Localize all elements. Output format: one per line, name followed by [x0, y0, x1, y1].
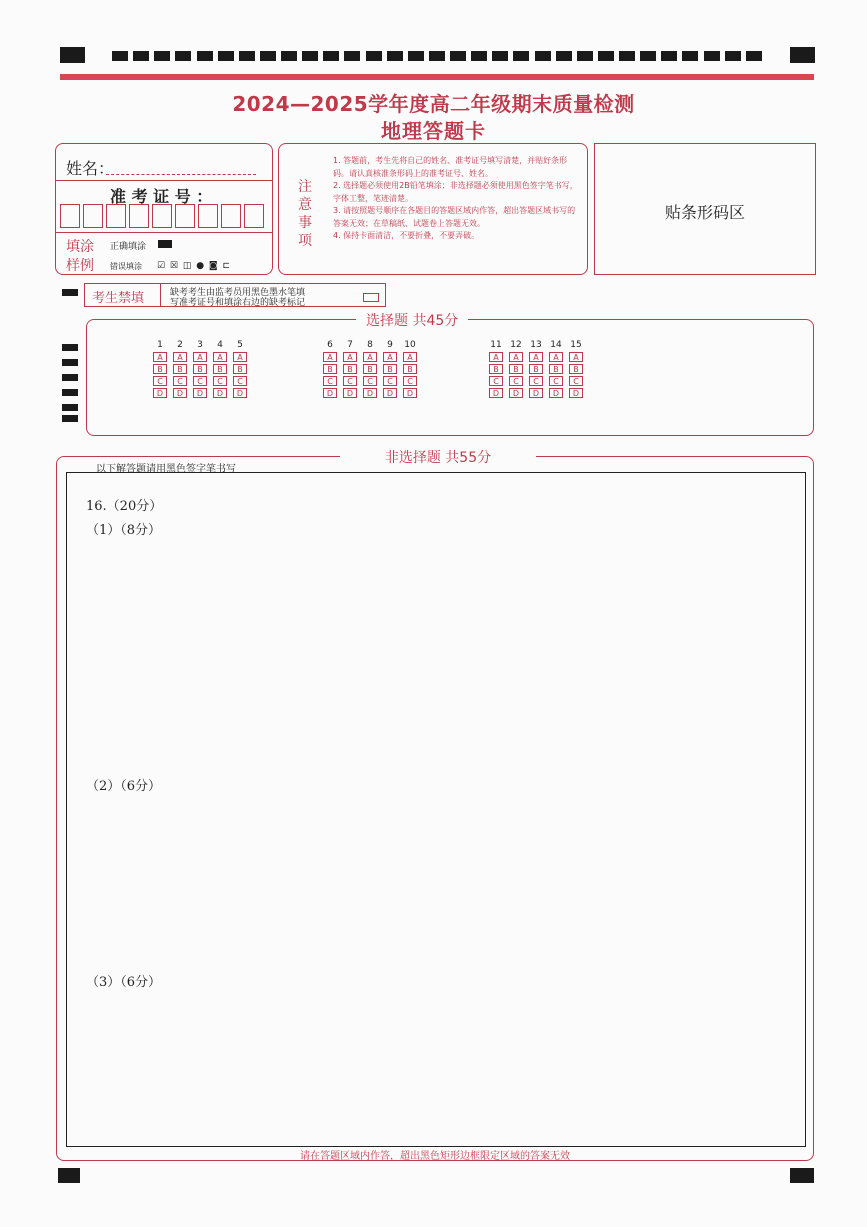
option-bubble[interactable]: A — [509, 352, 523, 362]
timing-dash — [366, 51, 382, 61]
corner-mark-top-right — [790, 47, 815, 63]
option-bubble[interactable]: D — [509, 388, 523, 398]
option-bubble[interactable]: B — [403, 364, 417, 374]
notice-heading-char: 注 — [298, 179, 312, 195]
option-bubble[interactable]: A — [343, 352, 357, 362]
notice-item: 2. 选择题必须使用2B铅笔填涂；非选择题必须使用黑色签字笔书写，字体工整，笔迹清楚。 — [333, 181, 578, 203]
option-bubble[interactable]: D — [489, 388, 503, 398]
question-number: 6 — [327, 340, 333, 350]
option-bubble[interactable]: C — [213, 376, 227, 386]
absent-instruction-2: 写准考证号和填涂右边的缺考标记 — [170, 298, 306, 308]
option-row — [150, 376, 250, 386]
timing-dash — [218, 51, 234, 61]
side-mark — [62, 344, 78, 351]
option-bubble[interactable]: D — [323, 388, 337, 398]
option-bubble[interactable]: C — [529, 376, 543, 386]
option-bubble[interactable]: D — [529, 388, 543, 398]
correct-fill-label: 正确填涂 — [110, 242, 147, 252]
notice-item: 1. 答题前，考生先将自己的姓名、准考证号填写清楚，并贴好条形码。请认真核准条形码上的准考证号、姓名。 — [333, 156, 568, 178]
notice-item: 3. 请按照题号顺序在各题目的答题区域内作答，超出答题区域书写的答案无效；在草稿纸、试题卷上答题无效。 — [333, 206, 576, 228]
option-bubble[interactable]: A — [153, 352, 167, 362]
option-bubble[interactable]: C — [343, 376, 357, 386]
option-bubble[interactable]: C — [569, 376, 583, 386]
option-bubble[interactable]: A — [323, 352, 337, 362]
option-bubble[interactable]: A — [489, 352, 503, 362]
side-mark — [62, 374, 78, 381]
absent-divider — [160, 283, 161, 307]
side-mark — [62, 404, 78, 411]
timing-dash — [408, 51, 424, 61]
option-row — [150, 352, 250, 362]
choice-group-2[interactable] — [320, 340, 420, 398]
id-digit-cell[interactable] — [83, 204, 103, 228]
id-digit-cell[interactable] — [244, 204, 264, 228]
side-mark — [62, 389, 78, 396]
option-row — [486, 388, 586, 398]
id-digit-cell[interactable] — [152, 204, 172, 228]
option-bubble[interactable]: A — [193, 352, 207, 362]
option-bubble[interactable]: B — [489, 364, 503, 374]
option-bubble[interactable]: B — [193, 364, 207, 374]
option-row — [486, 352, 586, 362]
choice-heading: 选择题 共45分 — [356, 310, 468, 330]
choice-group-1[interactable] — [150, 340, 250, 398]
notice-heading — [298, 178, 314, 250]
side-mark — [62, 359, 78, 366]
option-bubble[interactable]: C — [323, 376, 337, 386]
question-number: 9 — [387, 340, 393, 350]
absent-instruction-1: 缺考考生由监考员用黑色墨水笔填 — [170, 288, 306, 298]
id-digit-cell[interactable] — [60, 204, 80, 228]
timing-dash — [746, 51, 762, 61]
option-bubble[interactable]: A — [549, 352, 563, 362]
wrong-fill-samples-icon: ☑ ☒ ◫ ● ◙ ⊏ — [157, 261, 232, 271]
timing-dash — [640, 51, 656, 61]
option-bubble[interactable]: C — [233, 376, 247, 386]
timing-dash — [725, 51, 741, 61]
option-bubble[interactable]: A — [403, 352, 417, 362]
option-bubble[interactable]: A — [173, 352, 187, 362]
option-bubble[interactable]: C — [363, 376, 377, 386]
option-bubble[interactable]: C — [509, 376, 523, 386]
timing-dash — [661, 51, 677, 61]
option-bubble[interactable]: D — [173, 388, 187, 398]
question-number: 15 — [570, 340, 582, 350]
timing-dash — [471, 51, 487, 61]
timing-dash — [513, 51, 529, 61]
option-row — [150, 388, 250, 398]
option-bubble[interactable]: C — [173, 376, 187, 386]
timing-dash — [429, 51, 445, 61]
question-number: 7 — [347, 340, 353, 350]
option-bubble[interactable]: D — [233, 388, 247, 398]
absent-mark-box[interactable] — [363, 293, 379, 302]
option-bubble[interactable]: A — [213, 352, 227, 362]
question-numbers — [150, 340, 250, 350]
option-bubble[interactable]: B — [173, 364, 187, 374]
option-row — [320, 388, 420, 398]
option-bubble[interactable]: B — [323, 364, 337, 374]
side-mark — [62, 415, 78, 422]
timing-dash — [387, 51, 403, 61]
option-bubble[interactable]: D — [549, 388, 563, 398]
timing-dash — [619, 51, 635, 61]
correct-fill-sample-icon — [158, 240, 172, 248]
wrong-fill-label: 错误填涂 — [110, 262, 142, 271]
choice-group-3[interactable] — [486, 340, 586, 398]
timing-dash — [239, 51, 255, 61]
part-2-label: （2）（6分） — [86, 779, 162, 794]
timing-dash — [535, 51, 551, 61]
option-row — [320, 364, 420, 374]
id-number-cells[interactable] — [60, 204, 264, 228]
notice-heading-char: 项 — [298, 233, 312, 249]
id-digit-cell[interactable] — [106, 204, 126, 228]
fill-example-label-2: 样例 — [66, 258, 94, 274]
side-mark — [62, 289, 78, 296]
question-number: 11 — [490, 340, 502, 350]
timing-dash — [154, 51, 170, 61]
fill-example-label-1: 填涂 — [66, 239, 94, 255]
question-numbers — [320, 340, 420, 350]
question-number: 3 — [197, 340, 203, 350]
footer-note: 请在答题区域内作答，超出黑色矩形边框限定区域的答案无效 — [300, 1151, 570, 1162]
question-16-label: 16.（20分） — [86, 499, 163, 514]
option-bubble[interactable]: D — [153, 388, 167, 398]
option-bubble[interactable]: B — [549, 364, 563, 374]
option-bubble[interactable]: C — [153, 376, 167, 386]
timing-dash — [577, 51, 593, 61]
notice-list — [333, 155, 578, 243]
timing-track — [112, 51, 762, 61]
page-title: 2024—2025学年度高二年级期末质量检测 — [232, 92, 635, 116]
header-rule — [60, 74, 814, 80]
timing-dash — [682, 51, 698, 61]
timing-dash — [175, 51, 191, 61]
timing-dash — [302, 51, 318, 61]
option-bubble[interactable]: D — [403, 388, 417, 398]
question-number: 13 — [530, 340, 542, 350]
timing-dash — [492, 51, 508, 61]
absent-label: 考生禁填 — [92, 291, 145, 306]
option-bubble[interactable]: B — [529, 364, 543, 374]
option-bubble[interactable]: D — [193, 388, 207, 398]
option-bubble[interactable]: C — [489, 376, 503, 386]
notice-item: 4. 保持卡面清洁，不要折叠，不要弄破。 — [333, 231, 480, 240]
part-3-label: （3）（6分） — [86, 975, 162, 990]
name-label: 姓名： — [66, 159, 115, 178]
timing-dash — [260, 51, 276, 61]
corner-mark-top-left — [60, 47, 85, 63]
question-number: 8 — [367, 340, 373, 350]
barcode-label: 贴条形码区 — [664, 203, 745, 222]
notice-heading-char: 意 — [298, 197, 312, 213]
option-bubble[interactable]: D — [343, 388, 357, 398]
option-bubble[interactable]: C — [403, 376, 417, 386]
timing-dash — [133, 51, 149, 61]
option-bubble[interactable]: D — [213, 388, 227, 398]
timing-dash — [704, 51, 720, 61]
id-digit-cell[interactable] — [175, 204, 195, 228]
question-number: 14 — [550, 340, 562, 350]
id-label: 准 考 证 号 ： — [110, 187, 213, 206]
timing-dash — [598, 51, 614, 61]
option-bubble[interactable]: C — [193, 376, 207, 386]
answer-area[interactable] — [66, 472, 806, 1147]
timing-dash — [450, 51, 466, 61]
name-field[interactable] — [106, 173, 256, 175]
option-bubble[interactable]: B — [213, 364, 227, 374]
option-bubble[interactable]: A — [529, 352, 543, 362]
option-row — [486, 376, 586, 386]
option-row — [150, 364, 250, 374]
option-row — [320, 352, 420, 362]
option-bubble[interactable]: B — [569, 364, 583, 374]
id-digit-cell[interactable] — [198, 204, 218, 228]
question-number: 12 — [510, 340, 522, 350]
timing-dash — [112, 51, 128, 61]
option-bubble[interactable]: B — [233, 364, 247, 374]
question-number: 10 — [404, 340, 416, 350]
question-number: 4 — [217, 340, 223, 350]
timing-dash — [281, 51, 297, 61]
option-bubble[interactable]: B — [343, 364, 357, 374]
option-row — [320, 376, 420, 386]
corner-mark-bottom-left — [58, 1168, 80, 1183]
option-bubble[interactable]: C — [549, 376, 563, 386]
option-bubble[interactable]: A — [383, 352, 397, 362]
option-bubble[interactable]: A — [569, 352, 583, 362]
id-digit-cell[interactable] — [129, 204, 149, 228]
option-row — [486, 364, 586, 374]
timing-dash — [197, 51, 213, 61]
question-numbers — [486, 340, 586, 350]
option-bubble[interactable]: B — [383, 364, 397, 374]
nonchoice-heading: 非选择题 共55分 — [340, 447, 536, 467]
divider — [55, 232, 273, 233]
option-bubble[interactable]: B — [509, 364, 523, 374]
page-subtitle: 地理答题卡 — [381, 119, 486, 143]
corner-mark-bottom-right — [790, 1168, 814, 1183]
nonchoice-instruction: 以下解答题请用黑色签字笔书写 — [96, 464, 236, 475]
notice-heading-char: 事 — [298, 215, 312, 231]
option-bubble[interactable]: D — [383, 388, 397, 398]
timing-dash — [344, 51, 360, 61]
option-bubble[interactable]: C — [383, 376, 397, 386]
id-digit-cell[interactable] — [221, 204, 241, 228]
divider — [55, 180, 273, 181]
question-number: 5 — [237, 340, 243, 350]
option-bubble[interactable]: A — [233, 352, 247, 362]
option-bubble[interactable]: B — [363, 364, 377, 374]
question-number: 2 — [177, 340, 183, 350]
option-bubble[interactable]: A — [363, 352, 377, 362]
option-bubble[interactable]: D — [363, 388, 377, 398]
timing-dash — [323, 51, 339, 61]
option-bubble[interactable]: D — [569, 388, 583, 398]
part-1-label: （1）（8分） — [86, 523, 162, 538]
question-number: 1 — [157, 340, 163, 350]
timing-dash — [556, 51, 572, 61]
option-bubble[interactable]: B — [153, 364, 167, 374]
